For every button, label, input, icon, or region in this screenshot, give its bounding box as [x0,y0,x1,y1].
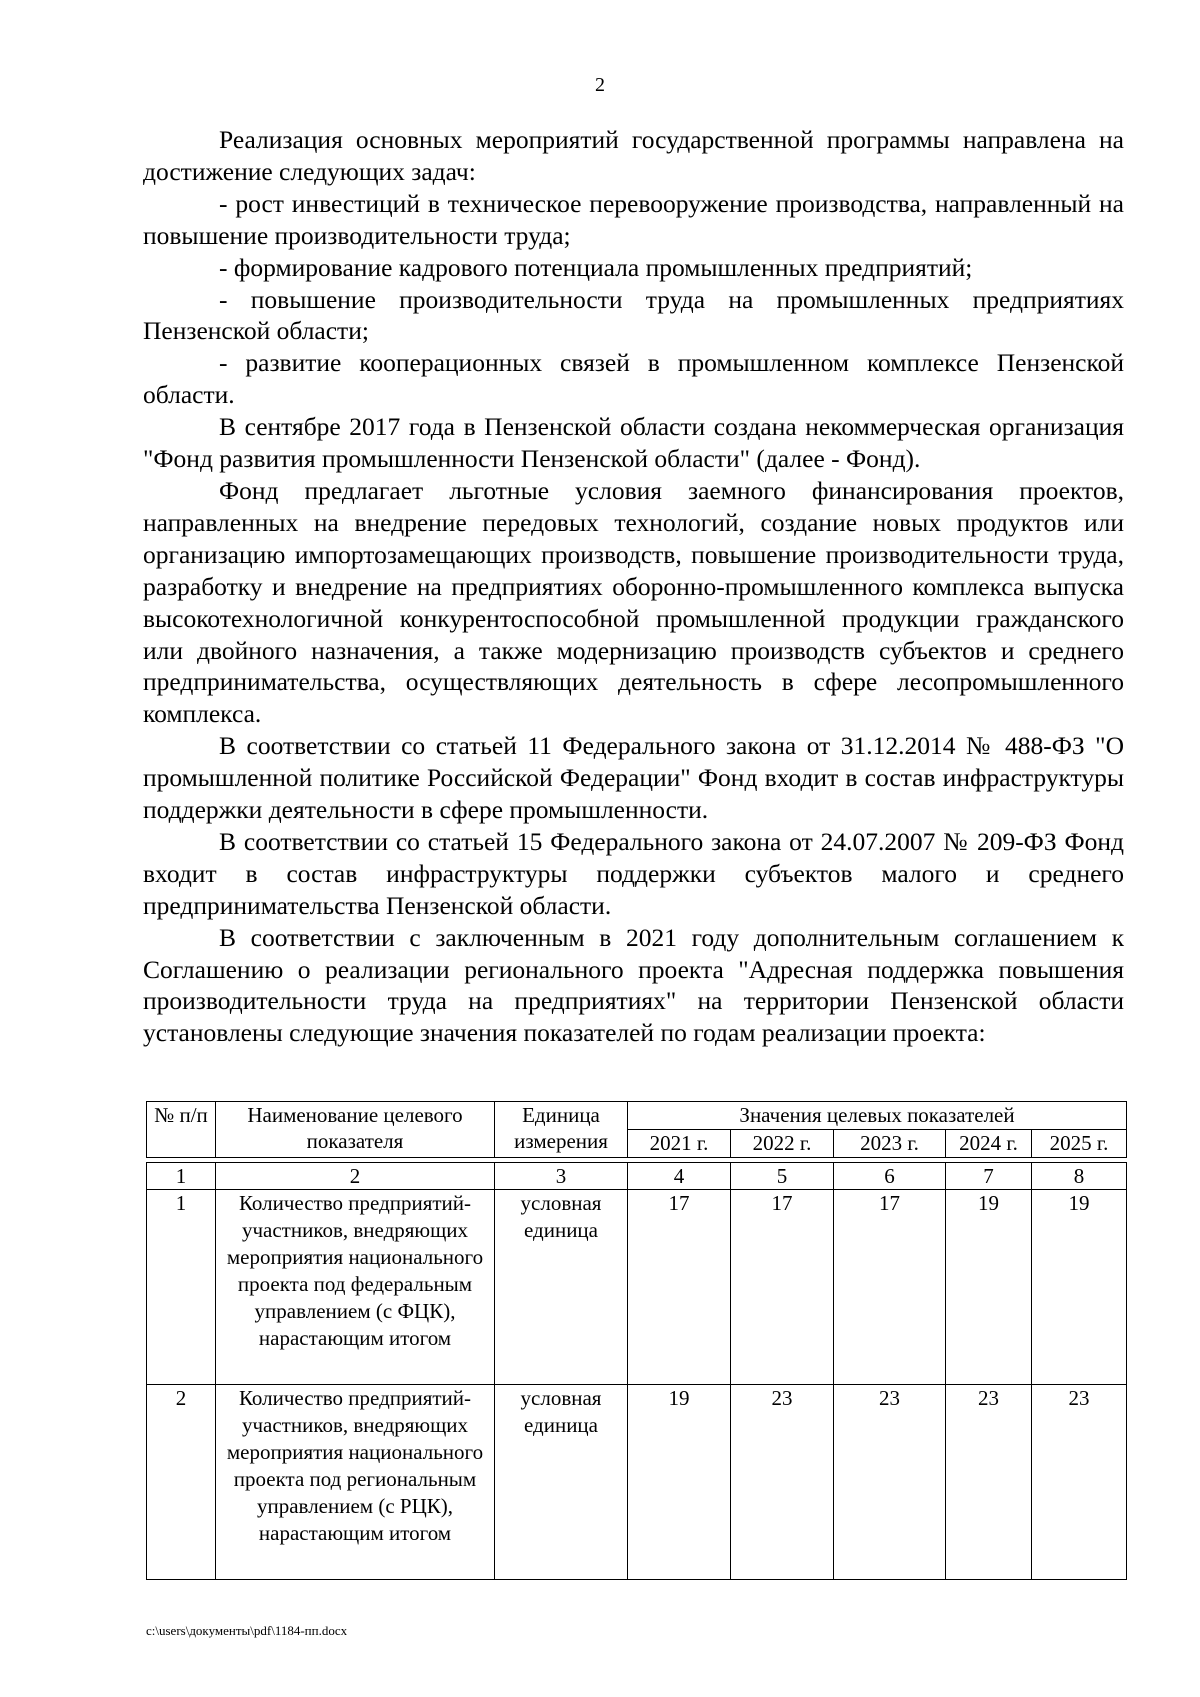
row-value: 19 [1032,1190,1127,1385]
paragraph-task-investment: - рост инвестиций в техническое перевооружение производства, направленный на повышение производительности труда; [143,188,1124,250]
row-value: 23 [731,1385,834,1580]
row-num: 2 [147,1385,216,1580]
header-year: 2023 г. [834,1130,946,1158]
paragraph-fund-offers: Фонд предлагает льготные условия заемного финансирования проектов, направленных на внедрение передовых технологий, создание новых продуктов или организацию импортозамещающих производств, повышение производительности труда, разработку и внедрение на предприятиях оборонно-промышленного комплекса выпуска высокотехнологичной конкурентоспособной промышленной продукции гражданского или двойного назначения, а также модернизацию производств субъектов и среднего предпринимательства, осуществляющих деятельность в сфере лесопромышленного комплекса. [143,475,1124,729]
column-number: 3 [495,1163,628,1190]
table-row [147,1190,1127,1385]
row-value: 19 [628,1385,731,1580]
row-unit: условная единица [495,1190,628,1385]
paragraph-tasks-intro: Реализация основных мероприятий государственной программы направлена на достижение следующих задач: [143,125,1124,186]
header-num: № п/п [147,1102,216,1158]
page-number: 2 [595,74,605,96]
header-year: 2021 г. [628,1130,731,1158]
paragraph-agreement: В соответствии с заключенным в 2021 году дополнительным соглашением к Соглашению о реализации регионального проекта "Адресная поддержка повышения производительности труда на предприятиях" на территории Пензенской области установлены следующие значения показателей по годам реализации проекта: [143,922,1124,1048]
row-indicator-name: Количество предприятий-участников, внедряющих мероприятия национального проекта под федеральным управлением (с ФЦК), нарастающим итогом [216,1190,495,1385]
header-year: 2022 г. [731,1130,834,1158]
header-year: 2025 г. [1032,1130,1127,1158]
column-number: 8 [1032,1163,1127,1190]
column-number: 2 [216,1163,495,1190]
footer-file-path: c:\users\документы\pdf\1184-пп.docx [146,1623,348,1638]
row-value: 23 [946,1385,1032,1580]
paragraph-task-cooperation: - развитие кооперационных связей в промышленном комплексе Пензенской области. [143,348,1124,410]
column-number: 6 [834,1163,946,1190]
row-value: 17 [731,1190,834,1385]
column-number: 4 [628,1163,731,1190]
row-unit: условная единица [495,1385,628,1580]
table-header-row [147,1102,1127,1130]
column-number: 7 [946,1163,1032,1190]
header-values-group: Значения целевых показателей [628,1102,1127,1130]
header-unit: Единица измерения [495,1102,628,1158]
body-text [143,124,1124,1049]
paragraph-task-personnel: - формирование кадрового потенциала промышленных предприятий; [219,252,973,282]
paragraph-law-209: В соответствии со статьей 15 Федерального закона от 24.07.2007 № 209-ФЗ Фонд входит в состав инфраструктуры поддержки субъектов малого и среднего предпринимательства Пензенской области. [143,826,1124,920]
target-indicators-table [146,1101,1127,1580]
paragraph-law-488: В соответствии со статьей 11 Федерального закона от 31.12.2014 № 488-ФЗ "О промышленной политике Российской Федерации" Фонд входит в состав инфраструктуры поддержки деятельности в сфере промышленности. [143,731,1124,825]
row-value: 19 [946,1190,1032,1385]
column-number: 5 [731,1163,834,1190]
row-value: 23 [834,1385,946,1580]
header-year: 2024 г. [946,1130,1032,1158]
row-value: 17 [834,1190,946,1385]
header-name: Наименование целевого показателя [216,1102,495,1158]
table-row [147,1385,1127,1580]
column-numbers-row [147,1163,1127,1190]
paragraph-task-productivity: - повышение производительности труда на промышленных предприятиях Пензенской области; [143,284,1124,346]
row-value: 23 [1032,1385,1127,1580]
paragraph-fund-created: В сентябре 2017 года в Пензенской области создана некоммерческая организация "Фонд развития промышленности Пензенской области" (далее - Фонд). [143,412,1124,474]
column-number: 1 [147,1163,216,1190]
row-num: 1 [147,1190,216,1385]
row-value: 17 [628,1190,731,1385]
row-indicator-name: Количество предприятий-участников, внедряющих мероприятия национального проекта под региональным управлением (с РЦК), нарастающим итогом [216,1385,495,1580]
